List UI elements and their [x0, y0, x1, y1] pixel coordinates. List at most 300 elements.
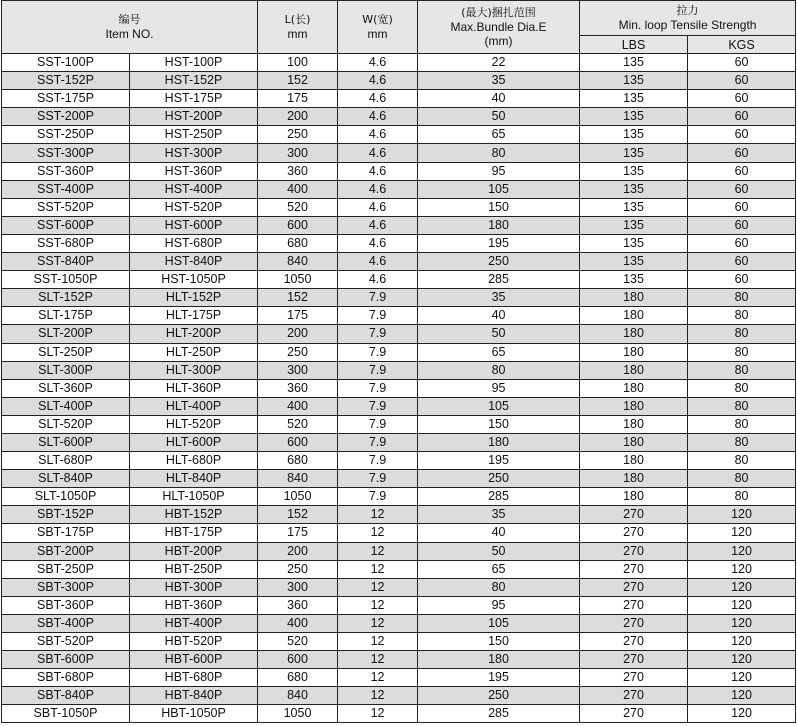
item-h-number: HST-600P	[130, 216, 258, 234]
item-s-number: SST-300P	[2, 144, 130, 162]
table-row	[2, 90, 796, 108]
tensile-lbs-value: 180	[580, 343, 688, 361]
tensile-lbs-value: 135	[580, 180, 688, 198]
item-s-number: SBT-360P	[2, 596, 130, 614]
bundle-diameter-value: 105	[418, 614, 580, 632]
table-row	[2, 108, 796, 126]
table-row	[2, 596, 796, 614]
width-value: 7.9	[338, 470, 418, 488]
tensile-kgs-value: 120	[688, 705, 796, 723]
tensile-strength-header-zh: 拉力	[676, 4, 699, 17]
item-h-number: HBT-840P	[130, 687, 258, 705]
length-value: 200	[258, 542, 338, 560]
length-value: 600	[258, 651, 338, 669]
width-value: 12	[338, 687, 418, 705]
bundle-diameter-value: 180	[418, 216, 580, 234]
table-row	[2, 162, 796, 180]
item-h-number: HST-1050P	[130, 271, 258, 289]
length-value: 360	[258, 596, 338, 614]
item-h-number: HLT-520P	[130, 415, 258, 433]
tensile-kgs-value: 60	[688, 144, 796, 162]
tensile-lbs-value: 135	[580, 234, 688, 252]
length-value: 175	[258, 307, 338, 325]
item-h-number: HST-840P	[130, 253, 258, 271]
item-h-number: HBT-250P	[130, 560, 258, 578]
item-s-number: SST-175P	[2, 90, 130, 108]
tensile-lbs-value: 135	[580, 162, 688, 180]
tensile-lbs-value: 270	[580, 669, 688, 687]
length-value: 400	[258, 397, 338, 415]
item-s-number: SST-200P	[2, 108, 130, 126]
item-s-number: SBT-600P	[2, 651, 130, 669]
length-value: 175	[258, 524, 338, 542]
item-h-number: HLT-300P	[130, 361, 258, 379]
item-h-number: HLT-200P	[130, 325, 258, 343]
item-s-number: SLT-360P	[2, 379, 130, 397]
tensile-kgs-value: 60	[688, 162, 796, 180]
table-row	[2, 488, 796, 506]
bundle-diameter-value: 195	[418, 234, 580, 252]
item-s-number: SBT-680P	[2, 669, 130, 687]
bundle-diameter-value: 40	[418, 307, 580, 325]
length-value: 840	[258, 687, 338, 705]
tensile-kgs-value: 120	[688, 687, 796, 705]
width-value: 7.9	[338, 361, 418, 379]
table-header	[2, 1, 796, 54]
item-s-number: SST-152P	[2, 72, 130, 90]
item-h-number: HST-400P	[130, 180, 258, 198]
bundle-diameter-value: 195	[418, 452, 580, 470]
length-value: 840	[258, 253, 338, 271]
table-row	[2, 289, 796, 307]
bundle-diameter-value: 40	[418, 90, 580, 108]
length-value: 152	[258, 72, 338, 90]
tensile-lbs-value: 135	[580, 144, 688, 162]
item-s-number: SLT-680P	[2, 452, 130, 470]
bundle-diameter-value: 35	[418, 72, 580, 90]
bundle-diameter-header	[418, 1, 580, 54]
tensile-lbs-value: 180	[580, 452, 688, 470]
bundle-diameter-value: 250	[418, 253, 580, 271]
item-s-number: SST-680P	[2, 234, 130, 252]
tensile-lbs-value: 135	[580, 108, 688, 126]
table-row	[2, 470, 796, 488]
item-h-number: HST-152P	[130, 72, 258, 90]
tensile-kgs-value: 60	[688, 234, 796, 252]
tensile-kgs-value: 80	[688, 470, 796, 488]
item-s-number: SLT-152P	[2, 289, 130, 307]
length-value: 520	[258, 198, 338, 216]
tensile-lbs-value: 270	[580, 687, 688, 705]
tensile-kgs-value: 80	[688, 379, 796, 397]
table-row	[2, 578, 796, 596]
item-h-number: HST-680P	[130, 234, 258, 252]
table-row	[2, 253, 796, 271]
tensile-lbs-value: 180	[580, 415, 688, 433]
tensile-kgs-value: 120	[688, 506, 796, 524]
item-h-number: HBT-152P	[130, 506, 258, 524]
width-value: 4.6	[338, 144, 418, 162]
tensile-lbs-value: 180	[580, 488, 688, 506]
length-value: 300	[258, 144, 338, 162]
tensile-lbs-value: 180	[580, 470, 688, 488]
width-value: 12	[338, 542, 418, 560]
item-h-number: HST-175P	[130, 90, 258, 108]
tensile-kgs-value: 80	[688, 452, 796, 470]
table-row	[2, 705, 796, 723]
item-s-number: SBT-175P	[2, 524, 130, 542]
width-value: 12	[338, 669, 418, 687]
tensile-lbs-value: 135	[580, 198, 688, 216]
table-row	[2, 144, 796, 162]
width-value: 12	[338, 596, 418, 614]
item-s-number: SBT-400P	[2, 614, 130, 632]
length-value: 152	[258, 506, 338, 524]
width-header-unit: mm	[367, 27, 388, 41]
tensile-lbs-value: 180	[580, 361, 688, 379]
item-s-number: SLT-600P	[2, 433, 130, 451]
item-h-number: HBT-600P	[130, 651, 258, 669]
table-row	[2, 542, 796, 560]
table-row	[2, 415, 796, 433]
item-s-number: SST-840P	[2, 253, 130, 271]
length-value: 200	[258, 325, 338, 343]
tensile-lbs-value: 135	[580, 216, 688, 234]
tensile-lbs-value: 180	[580, 379, 688, 397]
item-s-number: SBT-520P	[2, 633, 130, 651]
tensile-kgs-value: 120	[688, 542, 796, 560]
length-value: 250	[258, 126, 338, 144]
tensile-kgs-value: 120	[688, 651, 796, 669]
tensile-strength-header-en: Min. loop Tensile Strength	[618, 18, 757, 32]
item-h-number: HBT-400P	[130, 614, 258, 632]
table-row	[2, 687, 796, 705]
table-row	[2, 307, 796, 325]
item-number-header-en: Item NO.	[105, 27, 154, 41]
length-value: 360	[258, 162, 338, 180]
tensile-kgs-value: 80	[688, 415, 796, 433]
table-row	[2, 271, 796, 289]
tensile-kgs-value: 120	[688, 669, 796, 687]
bundle-diameter-value: 65	[418, 126, 580, 144]
table-body	[2, 54, 796, 723]
width-value: 7.9	[338, 452, 418, 470]
table-row	[2, 614, 796, 632]
bundle-diameter-value: 80	[418, 144, 580, 162]
tensile-lbs-value: 180	[580, 289, 688, 307]
width-value: 4.6	[338, 198, 418, 216]
width-value: 7.9	[338, 488, 418, 506]
item-h-number: HST-200P	[130, 108, 258, 126]
length-value: 250	[258, 343, 338, 361]
bundle-diameter-value: 95	[418, 162, 580, 180]
tensile-lbs-value: 270	[580, 578, 688, 596]
tensile-lbs-value: 135	[580, 54, 688, 72]
bundle-diameter-header-en: Max.Bundle Dia.E	[450, 20, 547, 34]
width-value: 7.9	[338, 415, 418, 433]
bundle-diameter-value: 50	[418, 325, 580, 343]
length-value: 200	[258, 108, 338, 126]
item-s-number: SBT-840P	[2, 687, 130, 705]
tensile-kgs-value: 120	[688, 633, 796, 651]
bundle-diameter-header-unit: (mm)	[484, 34, 513, 48]
length-value: 520	[258, 415, 338, 433]
item-h-number: HST-300P	[130, 144, 258, 162]
length-value: 300	[258, 578, 338, 596]
tensile-lbs-value: 135	[580, 72, 688, 90]
tensile-kgs-value: 80	[688, 343, 796, 361]
bundle-diameter-value: 150	[418, 633, 580, 651]
table-row	[2, 361, 796, 379]
item-s-number: SBT-1050P	[2, 705, 130, 723]
tensile-lbs-value: 270	[580, 524, 688, 542]
width-value: 7.9	[338, 343, 418, 361]
item-s-number: SLT-175P	[2, 307, 130, 325]
length-value: 680	[258, 452, 338, 470]
tensile-lbs-value: 270	[580, 633, 688, 651]
length-value: 360	[258, 379, 338, 397]
length-value: 1050	[258, 271, 338, 289]
width-value: 4.6	[338, 180, 418, 198]
item-number-header	[2, 1, 258, 54]
width-value: 4.6	[338, 90, 418, 108]
width-value: 7.9	[338, 397, 418, 415]
item-s-number: SST-360P	[2, 162, 130, 180]
item-h-number: HLT-400P	[130, 397, 258, 415]
width-value: 12	[338, 560, 418, 578]
item-s-number: SST-400P	[2, 180, 130, 198]
width-value: 7.9	[338, 307, 418, 325]
item-h-number: HBT-680P	[130, 669, 258, 687]
bundle-diameter-value: 250	[418, 687, 580, 705]
table-row	[2, 397, 796, 415]
item-h-number: HBT-1050P	[130, 705, 258, 723]
item-h-number: HLT-840P	[130, 470, 258, 488]
tensile-lbs-value: 135	[580, 90, 688, 108]
item-h-number: HBT-360P	[130, 596, 258, 614]
width-header	[338, 1, 418, 54]
tensile-lbs-value: 270	[580, 651, 688, 669]
bundle-diameter-value: 285	[418, 705, 580, 723]
tensile-lbs-value: 270	[580, 705, 688, 723]
bundle-diameter-value: 105	[418, 180, 580, 198]
bundle-diameter-value: 150	[418, 415, 580, 433]
table-row	[2, 633, 796, 651]
tensile-kgs-value: 120	[688, 614, 796, 632]
width-value: 7.9	[338, 433, 418, 451]
tensile-kgs-value: 60	[688, 108, 796, 126]
bundle-diameter-value: 150	[418, 198, 580, 216]
item-h-number: HBT-175P	[130, 524, 258, 542]
item-h-number: HST-520P	[130, 198, 258, 216]
item-s-number: SST-250P	[2, 126, 130, 144]
table-row	[2, 325, 796, 343]
item-h-number: HLT-360P	[130, 379, 258, 397]
item-h-number: HST-360P	[130, 162, 258, 180]
width-value: 7.9	[338, 325, 418, 343]
bundle-diameter-value: 80	[418, 578, 580, 596]
tensile-strength-header	[580, 1, 796, 36]
width-value: 12	[338, 651, 418, 669]
width-value: 7.9	[338, 289, 418, 307]
item-s-number: SLT-200P	[2, 325, 130, 343]
tensile-kgs-value: 80	[688, 397, 796, 415]
tensile-kgs-value: 60	[688, 180, 796, 198]
item-s-number: SLT-520P	[2, 415, 130, 433]
width-value: 12	[338, 705, 418, 723]
width-value: 4.6	[338, 108, 418, 126]
length-value: 600	[258, 433, 338, 451]
tensile-kgs-value: 60	[688, 126, 796, 144]
length-header-label: L(长)	[284, 13, 311, 26]
bundle-diameter-value: 50	[418, 542, 580, 560]
table-row	[2, 180, 796, 198]
length-value: 680	[258, 234, 338, 252]
item-h-number: HST-250P	[130, 126, 258, 144]
length-value: 250	[258, 560, 338, 578]
length-value: 100	[258, 54, 338, 72]
tensile-lbs-value: 180	[580, 325, 688, 343]
bundle-diameter-value: 40	[418, 524, 580, 542]
bundle-diameter-value: 285	[418, 271, 580, 289]
tensile-lbs-value: 270	[580, 614, 688, 632]
item-s-number: SBT-152P	[2, 506, 130, 524]
width-value: 12	[338, 506, 418, 524]
length-value: 520	[258, 633, 338, 651]
width-value: 4.6	[338, 234, 418, 252]
item-s-number: SST-100P	[2, 54, 130, 72]
length-value: 1050	[258, 705, 338, 723]
tensile-kgs-value: 60	[688, 271, 796, 289]
item-s-number: SBT-300P	[2, 578, 130, 596]
table-row	[2, 126, 796, 144]
table-row	[2, 669, 796, 687]
bundle-diameter-value: 180	[418, 433, 580, 451]
tensile-kgs-value: 60	[688, 72, 796, 90]
item-h-number: HBT-300P	[130, 578, 258, 596]
length-value: 400	[258, 614, 338, 632]
tensile-kgs-value: 120	[688, 524, 796, 542]
bundle-diameter-value: 35	[418, 506, 580, 524]
item-h-number: HLT-600P	[130, 433, 258, 451]
width-value: 4.6	[338, 253, 418, 271]
tensile-kgs-value: 60	[688, 54, 796, 72]
item-h-number: HBT-200P	[130, 542, 258, 560]
length-value: 175	[258, 90, 338, 108]
tensile-lbs-value: 135	[580, 271, 688, 289]
bundle-diameter-value: 285	[418, 488, 580, 506]
width-value: 4.6	[338, 126, 418, 144]
length-value: 1050	[258, 488, 338, 506]
length-header-unit: mm	[287, 27, 308, 41]
width-value: 4.6	[338, 54, 418, 72]
bundle-diameter-value: 195	[418, 669, 580, 687]
kgs-header: KGS	[688, 36, 796, 54]
bundle-diameter-value: 180	[418, 651, 580, 669]
bundle-diameter-value: 95	[418, 596, 580, 614]
width-value: 4.6	[338, 271, 418, 289]
tensile-lbs-value: 180	[580, 397, 688, 415]
width-value: 4.6	[338, 162, 418, 180]
table-row	[2, 54, 796, 72]
length-header	[258, 1, 338, 54]
table-row	[2, 452, 796, 470]
tensile-kgs-value: 120	[688, 560, 796, 578]
bundle-diameter-header-zh: (最大)捆扎范围	[461, 6, 536, 19]
item-s-number: SBT-250P	[2, 560, 130, 578]
table-row	[2, 343, 796, 361]
bundle-diameter-value: 80	[418, 361, 580, 379]
item-h-number: HLT-1050P	[130, 488, 258, 506]
width-value: 4.6	[338, 72, 418, 90]
tensile-kgs-value: 80	[688, 307, 796, 325]
table-row	[2, 379, 796, 397]
item-s-number: SLT-1050P	[2, 488, 130, 506]
width-value: 12	[338, 633, 418, 651]
tensile-lbs-value: 270	[580, 542, 688, 560]
tensile-kgs-value: 80	[688, 289, 796, 307]
table-row	[2, 198, 796, 216]
item-s-number: SLT-400P	[2, 397, 130, 415]
table-row	[2, 234, 796, 252]
bundle-diameter-value: 105	[418, 397, 580, 415]
item-s-number: SST-600P	[2, 216, 130, 234]
table-row	[2, 651, 796, 669]
tensile-lbs-value: 135	[580, 253, 688, 271]
tensile-lbs-value: 270	[580, 506, 688, 524]
width-value: 4.6	[338, 216, 418, 234]
item-s-number: SBT-200P	[2, 542, 130, 560]
width-value: 12	[338, 524, 418, 542]
tensile-lbs-value: 180	[580, 433, 688, 451]
tensile-lbs-value: 180	[580, 307, 688, 325]
item-h-number: HLT-152P	[130, 289, 258, 307]
tensile-kgs-value: 60	[688, 253, 796, 271]
width-value: 7.9	[338, 379, 418, 397]
tensile-kgs-value: 60	[688, 216, 796, 234]
table-row	[2, 433, 796, 451]
item-h-number: HLT-175P	[130, 307, 258, 325]
bundle-diameter-value: 95	[418, 379, 580, 397]
tensile-kgs-value: 120	[688, 578, 796, 596]
table-row	[2, 524, 796, 542]
item-s-number: SLT-840P	[2, 470, 130, 488]
length-value: 300	[258, 361, 338, 379]
bundle-diameter-value: 65	[418, 343, 580, 361]
table-row	[2, 72, 796, 90]
tensile-kgs-value: 60	[688, 90, 796, 108]
item-s-number: SLT-300P	[2, 361, 130, 379]
bundle-diameter-value: 250	[418, 470, 580, 488]
item-h-number: HLT-680P	[130, 452, 258, 470]
width-header-label: W(宽)	[362, 13, 393, 26]
bundle-diameter-value: 50	[418, 108, 580, 126]
item-s-number: SST-520P	[2, 198, 130, 216]
tensile-kgs-value: 80	[688, 488, 796, 506]
bundle-diameter-value: 35	[418, 289, 580, 307]
tensile-kgs-value: 80	[688, 361, 796, 379]
bundle-diameter-value: 65	[418, 560, 580, 578]
tensile-lbs-value: 270	[580, 596, 688, 614]
width-value: 12	[338, 614, 418, 632]
table-row	[2, 560, 796, 578]
table-row	[2, 506, 796, 524]
tensile-kgs-value: 120	[688, 596, 796, 614]
bundle-diameter-value: 22	[418, 54, 580, 72]
width-value: 12	[338, 578, 418, 596]
tensile-lbs-value: 135	[580, 126, 688, 144]
item-h-number: HST-100P	[130, 54, 258, 72]
